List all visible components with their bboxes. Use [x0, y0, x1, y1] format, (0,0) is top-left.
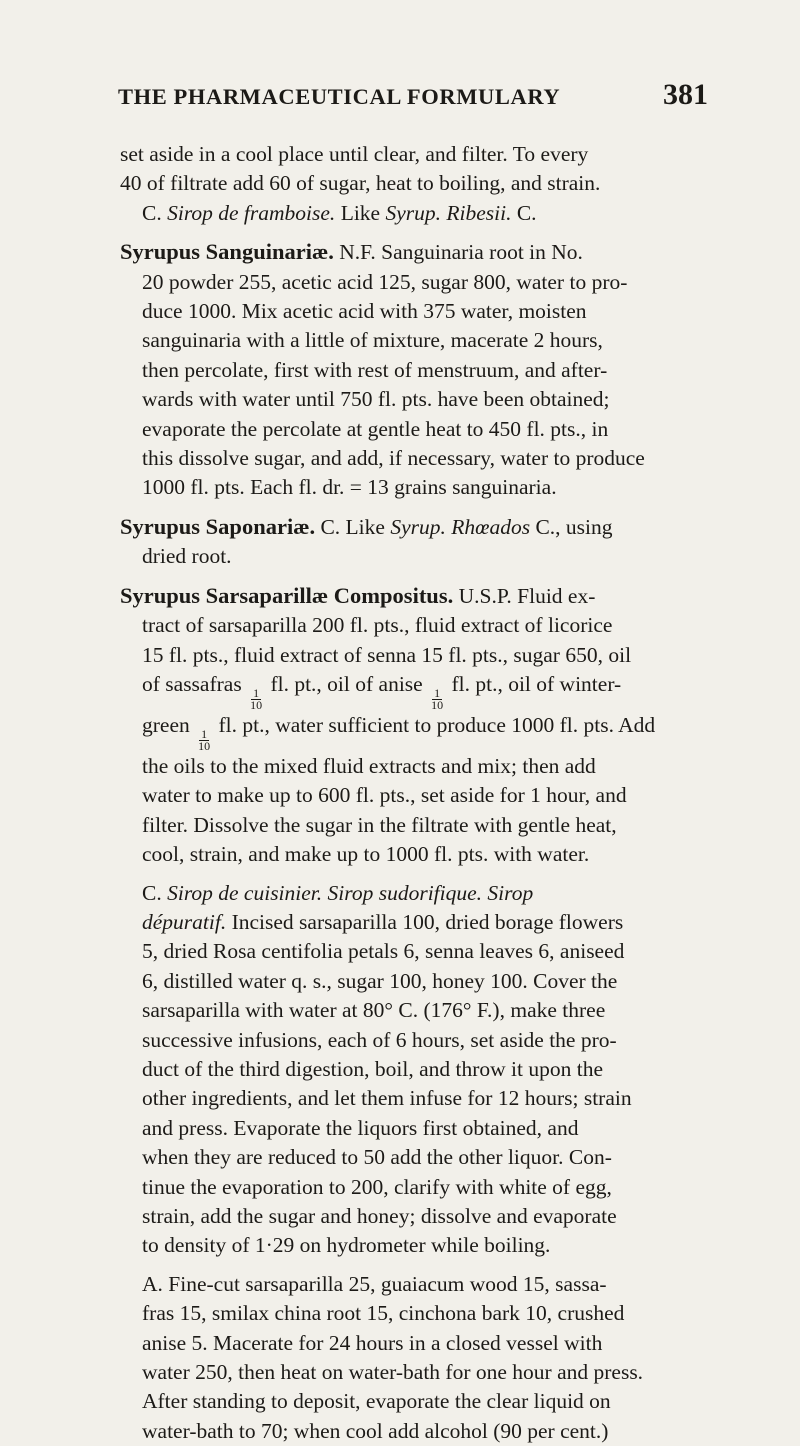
entry-syrupus-sanguinariae: Syrupus Sanguinariæ. N.F. Sanguinaria root in No. 20 powder 255, acetic acid 125, sugar 800, water to pro- duce 1000. Mix acetic acid with 375 water, moisten sanguinaria with a little of mixture, macerate 2 hours, then percolate, first with rest of menstruum, and after- wards with water until 750 fl. pts. have been obtained; evaporate the percolate at gentle heat to 450 fl. pts., in this dissolve sugar, and add, if necessary, water to produce 1000 fl. pts. Each fl. dr. = 13 grains sanguinaria. — [120, 239, 645, 500]
fraction: $\frac{1}{10}$ — [250, 685, 263, 712]
entry-syrupus-saponariae: Syrupus Saponariæ. C. Like Syrup. Rhœados C., using dried root. — [120, 513, 613, 569]
paragraph-raspberry-continued: set aside in a cool place until clear, and filter. To every 40 of filtrate add 60 of sugar, heat to boiling, and strain. C. Sirop de framboise. Like Syrup. Ribesii. C. — [120, 142, 601, 225]
fraction: $\frac{1}{10}$ — [431, 685, 444, 712]
page-header — [118, 78, 708, 112]
entry-heading: Syrupus Saponariæ. — [120, 513, 316, 539]
entry-heading: Syrupus Sanguinariæ. — [120, 239, 334, 265]
entry-syrupus-sarsaparillae-compositus: Syrupus Sarsaparillæ Compositus. U.S.P. Fluid ex- tract of sarsaparilla 200 fl. pts., fluid extract of licorice 15 fl. pts., fluid extract of senna 15 fl. pts., sugar 650, oil of sassafras $\frac{1}{10}$ fl. pt., oil of anise $\frac{1}{10}$ fl. pt., oil of winter- green $\frac{1}{10}$ fl. pt., water sufficient to produce 1000 fl. pts. Add the oils to the mixed fluid extracts and mix; then add water to make up to 600 fl. pts., set aside for 1 hour, and filter. Dissolve the sugar in the filtrate with gentle heat, cool, strain, and make up to 1000 fl. pts. with water. — [120, 582, 656, 867]
page-number: 381 — [663, 78, 708, 111]
paragraph-variant-a: A. Fine-cut sarsaparilla 25, guaiacum wood 15, sassa- fras 15, smilax china root 15, cinchona bark 10, crushed anise 5. Macerate for 24 hours in a closed vessel with water 250, then heat on water-bath for one hour and press. After standing to deposit, evaporate the clear liquid on water-bath to 70; when cool add alcohol (90 per cent.) — [142, 1271, 644, 1443]
body-text — [120, 140, 716, 1446]
running-head: THE PHARMACEUTICAL FORMULARY — [118, 84, 561, 109]
paragraph-sirop-de-cuisinier: C. Sirop de cuisinier. Sirop sudorifique. Sirop dépuratif. Incised sarsaparilla 100, dried borage flowers 5, dried Rosa centifolia petals 6, senna leaves 6, aniseed 6, distilled water q. s., sugar 100, honey 100. Cover the sarsaparilla with water at 80° C. (176° F.), make three successive infusions, each of 6 hours, set aside the pro- duct of the third digestion, boil, and throw it upon the other ingredients, and let them infuse for 12 hours; strain and press. Evaporate the liquors first obtained, and when they are reduced to 50 add the other liquor. Con- tinue the evaporation to 200, clarify with white of egg, strain, add the sugar and honey; dissolve and evaporate to density of 1·29 on hydrometer while boiling. — [142, 880, 632, 1258]
entry-heading: Syrupus Sarsaparillæ Compositus. — [120, 582, 454, 608]
fraction: $\frac{1}{10}$ — [198, 726, 211, 753]
